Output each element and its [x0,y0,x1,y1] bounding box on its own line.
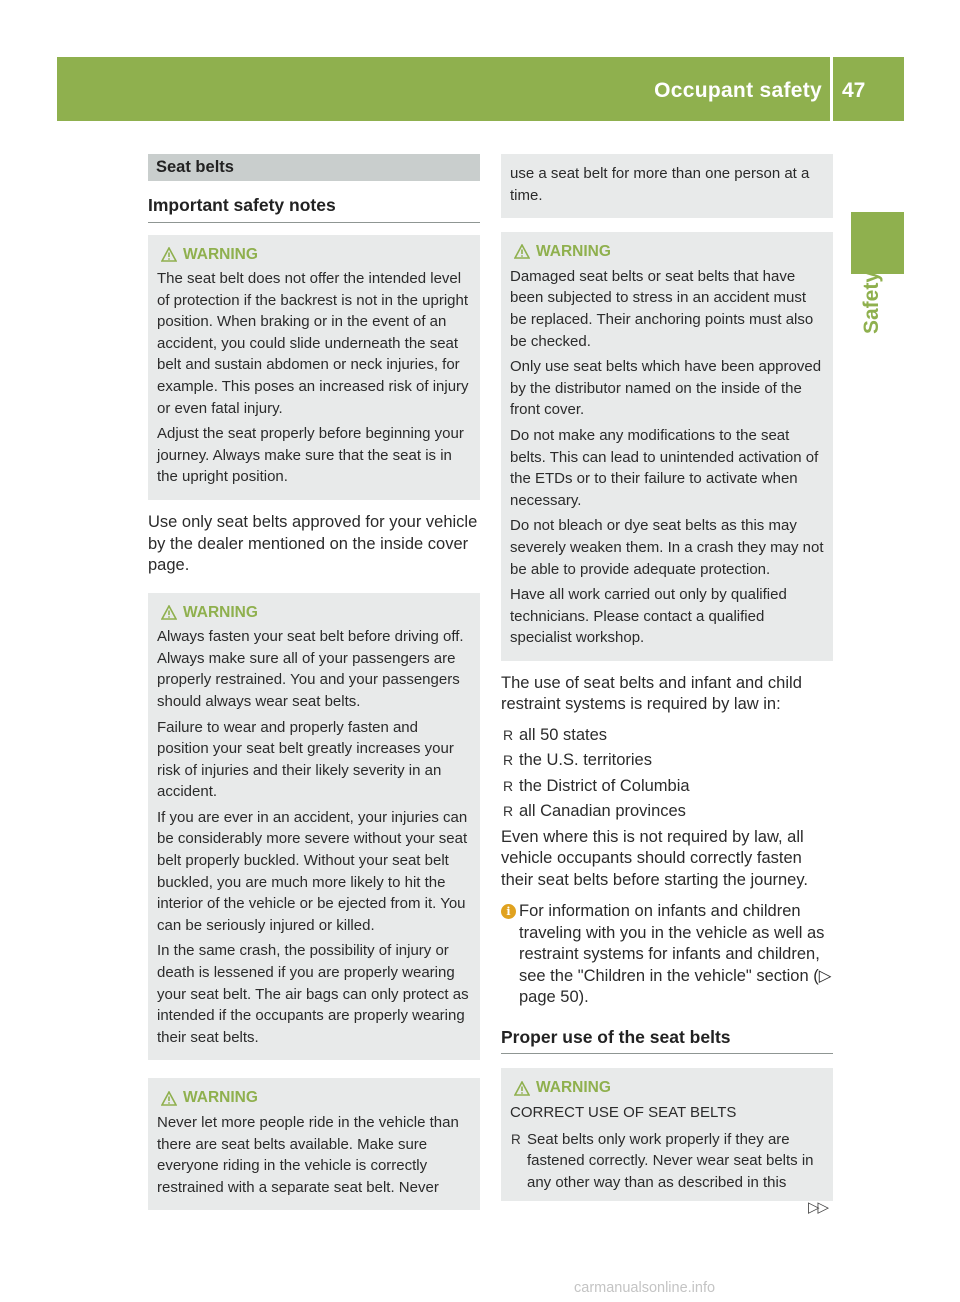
warning-triangle-icon [161,605,183,620]
warning-heading [157,1087,472,1109]
warning-label: WARNING [183,1089,258,1107]
warning-box-continued [501,154,833,218]
warning-box-backrest [148,235,480,501]
info-text: For information on infants and children traveling with you in the vehicle as well as restraint systems for infants and children, see the "Children in the vehicle" section (▷ page 50). [519,902,832,1007]
side-tab-label: Safety [860,270,883,334]
watermark: carmanualsonline.info [574,1280,716,1296]
warning-triangle-icon [514,244,536,259]
warning-text: If you are ever in an accident, your injuries can be considerably more severe without your seat belt properly buckled. Without your seat belt buckled, you are much more likely to hit the interior of the vehicle or be ejected from it. You can be seriously injured or killed. [157,808,468,934]
warning-heading [510,241,825,263]
warning-box-damaged-belts [501,232,833,661]
warning-text: Failure to wear and properly fasten and position your seat belt greatly increases your risk of injuries and their likely severity in an accident. [157,718,454,801]
warning-box-seat-count [148,1078,480,1210]
warning-label: WARNING [183,245,258,263]
right-column [501,154,833,1201]
law-list [501,723,833,825]
warning-text: Never let more people ride in the vehicle than there are seat belts available. Make sure everyone riding in the vehicle is correctly restrained with a separate seat belt. Never [157,1114,459,1196]
warning-text: Only use seat belts which have been approved by the distributor named on the inside of the front cover. [510,358,822,419]
list-item: R all 50 states [501,723,833,749]
warning-heading [157,602,472,624]
warning-bullet: R Seat belts only work properly if they are fastened correctly. Never wear seat belts in any other way than as described in this [510,1129,825,1194]
warning-text: Damaged seat belts or seat belts that have been subjected to stress in an accident must be replaced. Their anchoring points must also be checked. [510,267,814,350]
warning-text: Do not make any modifications to the seat belts. This can lead to unintended activation of the ETDs or to their failure to activate when necessary. [510,426,819,509]
header-bar [57,57,904,121]
warning-triangle-icon [161,247,183,262]
warning-label: WARNING [536,243,611,261]
continue-arrow-icon: ▷▷ [808,1199,828,1216]
warning-text: Do not bleach or dye seat belts as this may severely weaken them. In a crash they may not be able to provide adequate protection. [510,517,824,578]
warning-triangle-icon [514,1081,536,1096]
page-number: 47 [842,79,866,102]
list-item: R all Canadian provinces [501,799,833,825]
warning-text: Have all work carried out only by qualified technicians. Please contact a qualified specialist workshop. [510,586,787,647]
list-item: R the U.S. territories [501,748,833,774]
warning-text: Always fasten your seat belt before driving off. Always make sure all of your passengers are properly restrained. You and your passengers should always wear seat belts. [157,628,464,710]
body-paragraph: The use of seat belts and infant and child restraint systems is required by law in: [501,673,802,714]
warning-heading [510,1077,825,1099]
warning-text: Adjust the seat properly before beginning your journey. Always make sure that the seat is in the upright position. [157,425,464,486]
warning-label: WARNING [536,1079,611,1097]
section-title: Seat belts [148,154,480,181]
warning-label: WARNING [183,603,258,621]
warning-text: The seat belt does not offer the intended level of protection if the backrest is not in the upright position. When braking or in the event of an accident, you could slide underneath the seat belt and sustain abdomen or neck injuries, for example. This poses an increased risk of injury or even fatal injury. [157,270,469,417]
warning-text: In the same crash, the possibility of injury or death is lessened if you are properly wearing your seat belt. The air bags can only protect as intended if the occupants are properly wearing their seat belts. [157,942,469,1046]
subheading-important-safety-notes: Important safety notes [148,195,480,223]
info-note [501,901,833,1009]
info-icon: i [501,904,516,919]
warning-intro: CORRECT USE OF SEAT BELTS [510,1103,737,1121]
subheading-proper-use: Proper use of the seat belts [501,1027,833,1055]
warning-box-correct-use [501,1068,833,1201]
warning-triangle-icon [161,1091,183,1106]
warning-text: use a seat belt for more than one person at a time. [510,165,810,204]
warning-heading [157,244,472,266]
header-title: Occupant safety [654,79,822,102]
body-paragraph: Even where this is not required by law, all vehicle occupants should correctly fasten their seat belts before starting the journey. [501,827,808,889]
warning-box-fasten [148,593,480,1061]
left-column [148,154,480,1210]
header-separator [830,57,833,121]
body-paragraph: Use only seat belts approved for your vehicle by the dealer mentioned on the inside cover page. [148,513,478,575]
list-item: R the District of Columbia [501,774,833,800]
